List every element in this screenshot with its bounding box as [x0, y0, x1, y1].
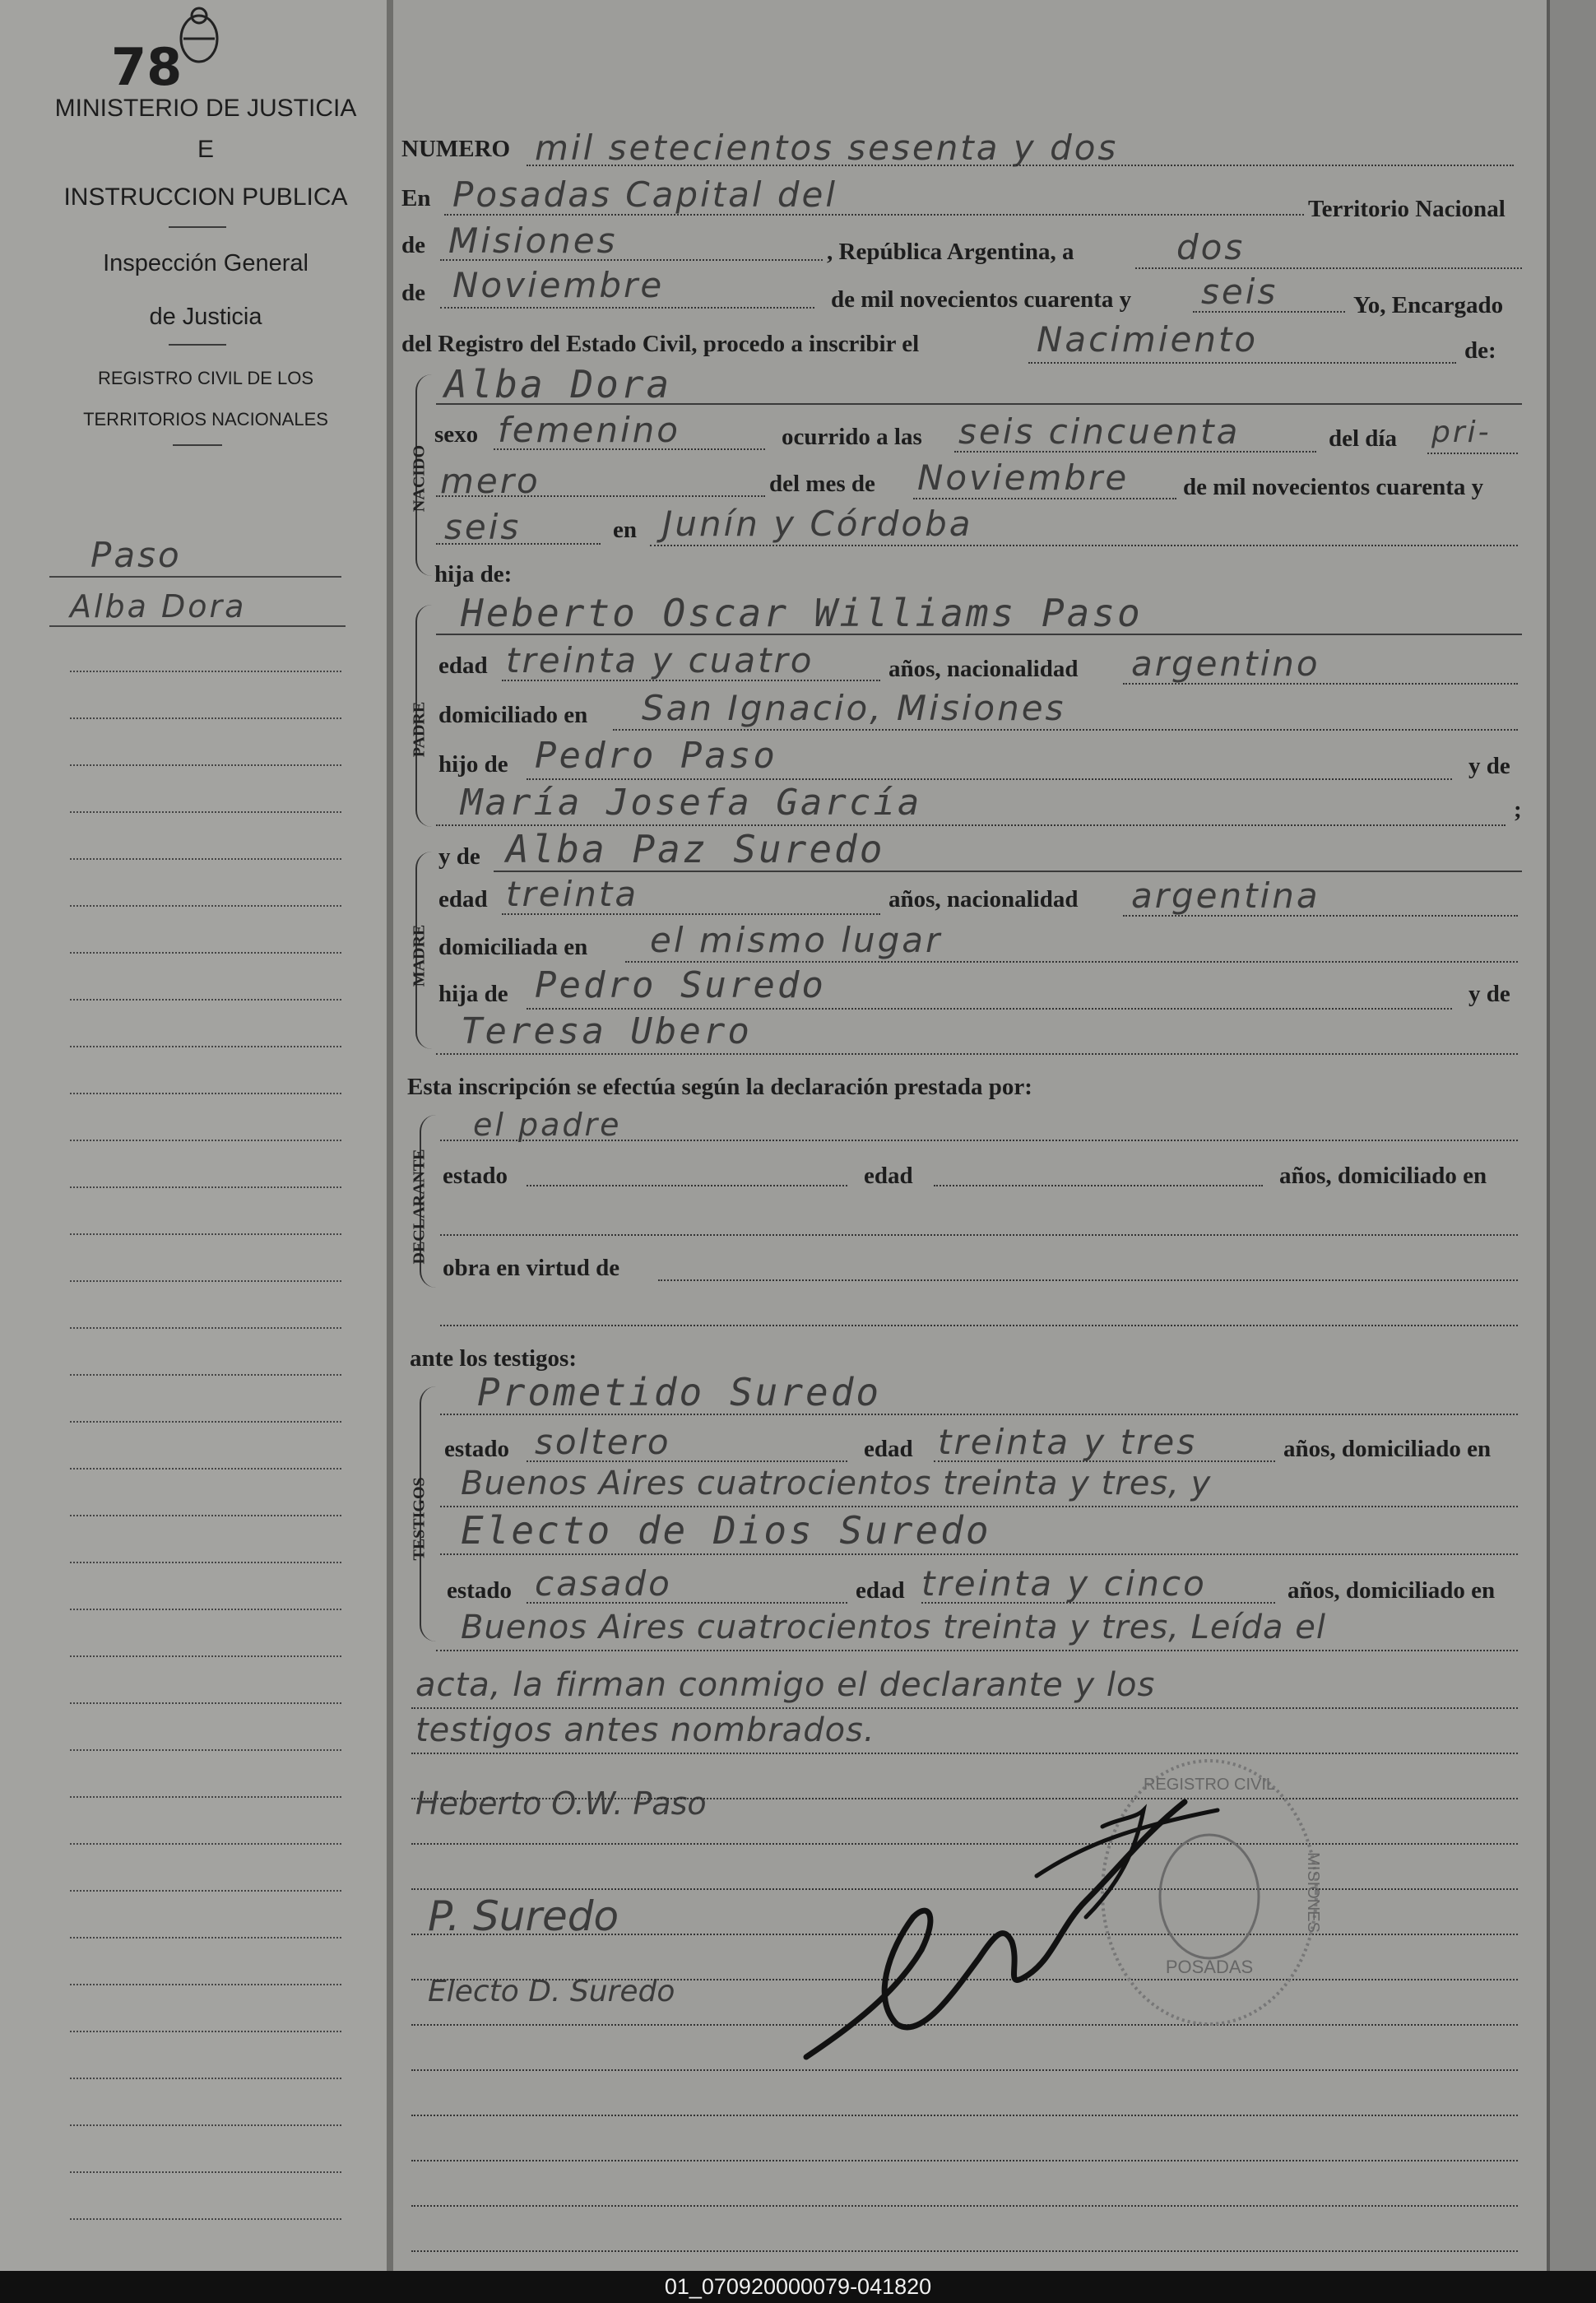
margin-given-names: Alba Dora: [70, 588, 247, 625]
place-value: Posadas Capital del: [452, 174, 838, 215]
testigo1-estado-value: soltero: [535, 1422, 671, 1462]
numero-value: mil setecientos sesenta y dos: [535, 128, 1119, 168]
testigo2-domicilio: Buenos Aires cuatrocientos treinta y tres, Leída el: [461, 1609, 1326, 1646]
padre-hijo-label: hijo de: [438, 751, 508, 778]
madre-name-line: [494, 871, 1522, 872]
nacido-label: NACIDO: [410, 444, 429, 513]
act-value: Nacimiento: [1037, 319, 1259, 360]
margin-ruled-line: [70, 1093, 341, 1094]
dia-line-b: [436, 495, 765, 497]
signature-witness-1: P. Suredo: [428, 1892, 619, 1940]
lugar-line: [650, 545, 1518, 546]
dia-line-a: [1427, 453, 1518, 454]
mes-value: Noviembre: [917, 457, 1130, 498]
ministry-line-3: INSTRUCCION PUBLICA: [63, 183, 348, 211]
madre-y-de-label: y de: [438, 843, 480, 870]
margin-ruled-line: [70, 2171, 341, 2173]
margin-ruled-line: [70, 1374, 341, 1376]
registro-label: del Registro del Estado Civil, procedo a inscribir el: [401, 331, 920, 357]
margin-ruled-line: [70, 764, 341, 766]
madre-domicilio-label: domiciliada en: [438, 934, 588, 960]
closing-line-1: acta, la firman conmigo el declarante y los: [415, 1666, 1156, 1704]
signature-ruled-line: [411, 2205, 1518, 2207]
margin-ruled-line: [70, 1468, 341, 1470]
margin-ruled-line: [70, 1233, 341, 1235]
sexo-value: femenino: [498, 410, 680, 450]
image-id-footer: 01_070920000079-041820: [0, 2271, 1596, 2303]
padre-y-de-label: y de: [1468, 753, 1510, 779]
anio-line: [436, 543, 601, 545]
margin-ruled-line: [70, 671, 341, 672]
folio-number: 78: [111, 37, 183, 97]
madre-y-de-label-2: y de: [1468, 981, 1510, 1007]
madre-name: Alba Paz Suredo: [506, 827, 885, 871]
encargado-label: Yo, Encargado: [1353, 292, 1504, 318]
padre-mother-line: [436, 824, 1506, 826]
testigo1-name: Prometido Suredo: [477, 1370, 882, 1414]
madre-anios-label: años, nacionalidad: [888, 886, 1079, 912]
testigo2-edad-value: treinta y cinco: [921, 1563, 1207, 1604]
declarante-obra-label: obra en virtud de: [443, 1255, 620, 1281]
declarante-extra-line: [440, 1325, 1518, 1326]
padre-name: Heberto Oscar Williams Paso: [461, 591, 1143, 635]
padre-father-line: [527, 778, 1452, 780]
hora-value: seis cincuenta: [958, 411, 1241, 452]
margin-ruled-line: [70, 1984, 341, 1985]
page-edge: [1547, 0, 1596, 2271]
padre-domicilio-value: San Ignacio, Misiones: [642, 688, 1066, 728]
de-label-2: de: [401, 280, 425, 306]
testigo1-estado-label: estado: [444, 1436, 509, 1462]
year-label: de mil novecientos cuarenta y: [831, 286, 1132, 313]
margin-ruled-line: [70, 1421, 341, 1423]
margin-ruled-line: [70, 2031, 341, 2032]
binding-strip: [387, 0, 393, 2271]
testigos-label: TESTIGOS: [410, 1477, 429, 1561]
testigos-intro: ante los testigos:: [410, 1345, 577, 1372]
margin-ruled-line: [70, 1186, 341, 1188]
declarante-edad-label: edad: [864, 1163, 913, 1189]
margin-ruled-line: [70, 1280, 341, 1282]
testigo1-domicilio: Buenos Aires cuatrocientos treinta y tres, y: [461, 1465, 1212, 1502]
signature-witness-2: Electo D. Suredo: [428, 1975, 675, 2008]
ministry-line-2: E: [197, 136, 214, 163]
declarante-domicilio-line: [440, 1234, 1518, 1236]
declarante-name-line: [440, 1140, 1518, 1141]
coat-of-arms-icon: [177, 4, 222, 66]
padre-label: PADRE: [410, 701, 429, 758]
margin-ruled-line: [70, 1796, 341, 1798]
act-line: [1028, 362, 1456, 364]
madre-hija-label: hija de: [438, 981, 508, 1007]
margin-ruled-line: [70, 905, 341, 907]
ocurrido-label: ocurrido a las: [782, 424, 922, 450]
testigo1-name-line: [440, 1414, 1518, 1415]
closing-rule-2: [411, 1753, 1518, 1754]
testigo2-estado-value: casado: [535, 1563, 672, 1604]
declarante-estado-line: [527, 1185, 847, 1186]
del-dia-label: del día: [1329, 425, 1397, 452]
testigo1-anios-label: años, domiciliado en: [1283, 1436, 1492, 1462]
closing-rule-1: [411, 1707, 1518, 1709]
declarante-intro: Esta inscripción se efectúa según la declaración prestada por:: [407, 1074, 1032, 1100]
margin-ruled-line: [70, 1749, 341, 1751]
margin-ruled-line: [70, 1046, 341, 1047]
signature-ruled-line: [411, 2160, 1518, 2161]
declarante-obra-line: [658, 1279, 1518, 1281]
lugar-value: Junín y Córdoba: [662, 504, 973, 544]
margin-ruled-line: [70, 1937, 341, 1939]
padre-domicilio-label: domiciliado en: [438, 702, 588, 728]
nacido-name: Alba Dora: [444, 362, 672, 406]
header-divider-3: [173, 444, 222, 446]
de-label-1: de: [401, 232, 425, 258]
left-margin-column: [0, 0, 387, 2271]
republica-label: , República Argentina, a: [827, 239, 1074, 265]
declarante-label: DECLARANTE: [410, 1149, 429, 1265]
declarante-anios-label: años, domiciliado en: [1279, 1163, 1487, 1189]
madre-label: MADRE: [410, 924, 429, 987]
madre-father-line: [527, 1008, 1452, 1010]
margin-ruled-line: [70, 952, 341, 954]
padre-father-value: Pedro Paso: [535, 735, 777, 777]
en-label: En: [401, 185, 431, 211]
signature-ruled-line: [411, 2250, 1518, 2252]
declarante-edad-line: [934, 1185, 1263, 1186]
margin-rule: [49, 625, 346, 627]
territorio-label: Territorio Nacional: [1308, 196, 1506, 222]
padre-edad-label: edad: [438, 652, 488, 679]
margin-ruled-line: [70, 1702, 341, 1704]
testigo2-anios-label: años, domiciliado en: [1287, 1577, 1496, 1604]
testigo2-name-line: [440, 1553, 1518, 1555]
day-line: [1135, 267, 1522, 269]
closing-line-2: testigos antes nombrados.: [415, 1711, 875, 1749]
testigo1-edad-label: edad: [864, 1436, 913, 1462]
numero-label: NUMERO: [401, 136, 511, 162]
header-divider: [169, 226, 226, 228]
month-value: Noviembre: [452, 265, 665, 305]
testigo2-domicilio-line: [436, 1650, 1518, 1651]
testigo1-domicilio-line: [440, 1506, 1518, 1507]
margin-ruled-line: [70, 2218, 341, 2220]
testigo2-name: Electo de Dios Suredo: [461, 1508, 991, 1553]
padre-mother-value: María Josefa García: [461, 782, 922, 824]
inspection-line-2: de Justicia: [149, 304, 262, 330]
month-line: [440, 307, 814, 309]
testigo2-estado-label: estado: [447, 1577, 512, 1604]
margin-ruled-line: [70, 999, 341, 1001]
margin-ruled-line: [70, 858, 341, 860]
margin-ruled-line: [70, 811, 341, 813]
declarante-name: el padre: [473, 1107, 622, 1143]
margin-surname: Paso: [90, 535, 182, 575]
madre-edad-value: treinta: [506, 874, 639, 914]
registry-line-1: REGISTRO CIVIL DE LOS: [97, 368, 314, 388]
margin-ruled-line: [70, 2124, 341, 2126]
seal-ring-side: MISIONES: [1304, 1852, 1322, 1933]
madre-nac-value: argentina: [1131, 875, 1320, 916]
madre-father-value: Pedro Suredo: [535, 964, 826, 1006]
day-value: dos: [1176, 227, 1246, 267]
ministry-line-1: MINISTERIO DE JUSTICIA: [54, 95, 357, 122]
seal-center-text: POSADAS: [1165, 1957, 1254, 1977]
margin-ruled-line: [70, 717, 341, 719]
madre-mother-value: Teresa Ubero: [461, 1010, 752, 1052]
de-colon-label: de:: [1464, 337, 1496, 364]
nacido-name-line: [436, 403, 1522, 405]
seal-ring-top: REGISTRO CIVIL: [1143, 1776, 1276, 1794]
dia-value-b: mero: [440, 461, 541, 501]
signature-father: Heberto O.W. Paso: [415, 1785, 707, 1822]
madre-domicilio-value: el mismo lugar: [650, 920, 943, 960]
margin-ruled-line: [70, 1655, 341, 1657]
padre-domicilio-line: [613, 729, 1518, 731]
anio-label: de mil novecientos cuarenta y: [1183, 474, 1484, 500]
margin-ruled-line: [70, 1327, 341, 1329]
del-mes-label: del mes de: [769, 471, 875, 497]
testigo2-edad-label: edad: [856, 1577, 905, 1604]
madre-domicilio-line: [625, 961, 1518, 963]
hija-label: hija de:: [434, 561, 513, 587]
sexo-label: sexo: [434, 421, 479, 448]
margin-ruled-line: [70, 2078, 341, 2079]
margin-ruled-line: [70, 1890, 341, 1892]
official-signature-icon: [790, 1777, 1250, 2073]
margin-rule: [49, 576, 341, 578]
margin-ruled-line: [70, 1562, 341, 1563]
header-divider-2: [169, 344, 226, 346]
mes-line: [913, 498, 1176, 499]
padre-name-line: [436, 634, 1522, 635]
signature-ruled-line: [411, 2115, 1518, 2116]
declarante-estado-label: estado: [443, 1163, 508, 1189]
margin-ruled-line: [70, 1515, 341, 1516]
registry-line-2: TERRITORIOS NACIONALES: [83, 409, 328, 429]
year-value: seis: [1201, 272, 1278, 312]
madre-edad-label: edad: [438, 886, 488, 912]
en-label: en: [613, 517, 637, 543]
margin-ruled-line: [70, 1609, 341, 1610]
padre-semicolon: ;: [1514, 796, 1522, 823]
margin-ruled-line: [70, 1843, 341, 1845]
inspection-line-1: Inspección General: [103, 250, 309, 276]
madre-mother-line: [436, 1053, 1518, 1055]
padre-nac-value: argentino: [1131, 643, 1320, 684]
margin-ruled-line: [70, 1140, 341, 1141]
dia-value-a: pri-: [1431, 416, 1492, 449]
anio-value: seis: [444, 507, 522, 547]
territory-value: Misiones: [448, 221, 618, 261]
padre-anios-label: años, nacionalidad: [888, 656, 1079, 682]
padre-edad-value: treinta y cuatro: [506, 640, 814, 680]
testigo1-edad-value: treinta y tres: [938, 1422, 1198, 1462]
